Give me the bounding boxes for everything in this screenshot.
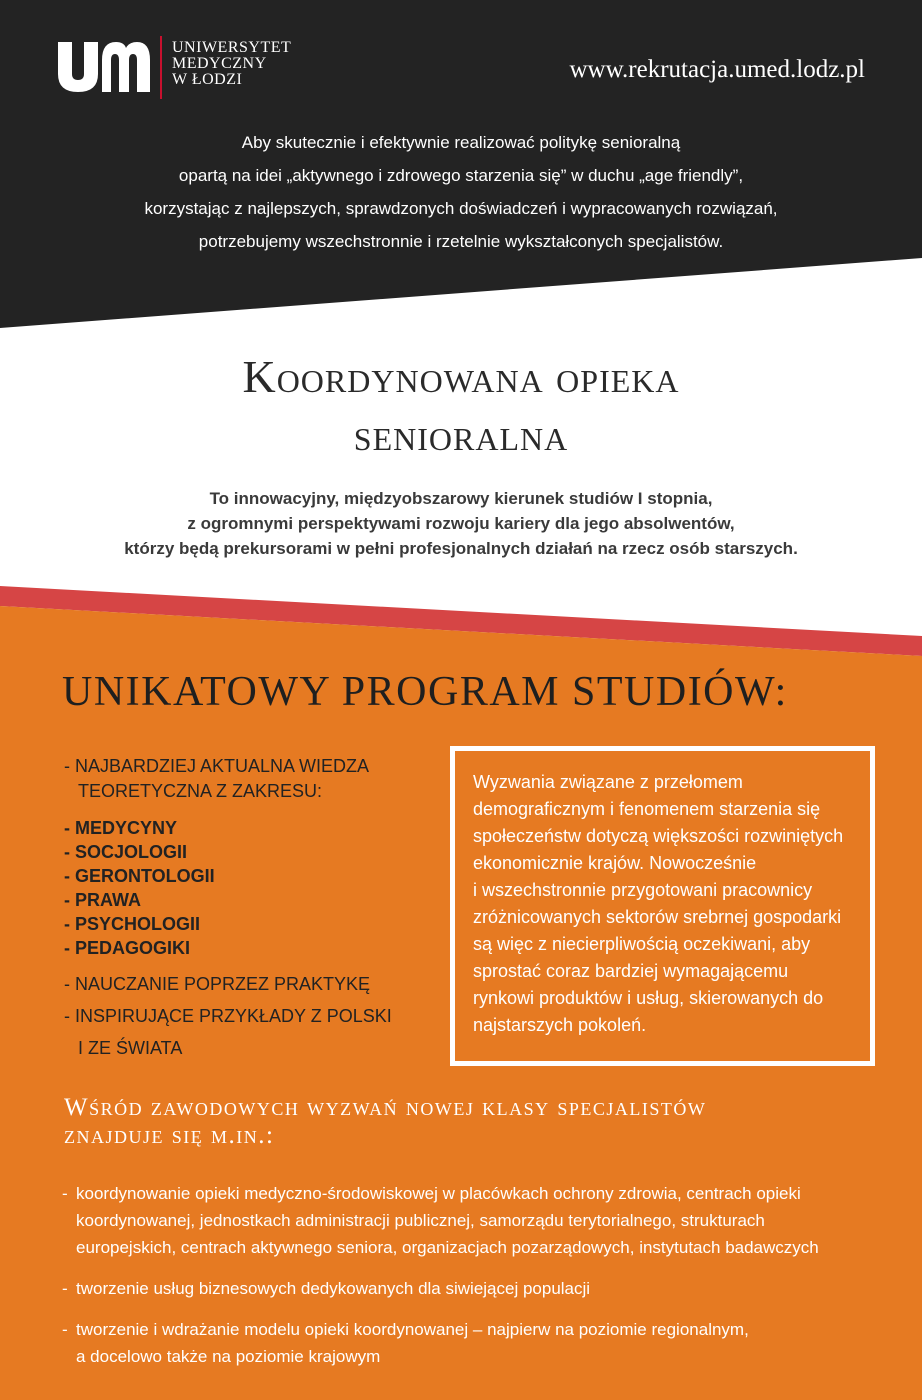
intro-line: opartą na idei „aktywnego i zdrowego starzenia się” w duchu „age friendly”, (178, 166, 744, 185)
program-intro (64, 754, 434, 804)
intro-paragraph (60, 126, 862, 258)
subject-item: - PEDAGOGIKI (64, 938, 191, 958)
info-line: są więc z niecierpliwością oczekiwani, aby (473, 934, 811, 954)
feature-line: - INSPIRUJĄCE PRZYKŁADY Z POLSKI (64, 1006, 392, 1026)
bullet-dash: - (62, 1279, 68, 1298)
challenges-heading-line: Wśród zawodowych wyzwań nowej klasy specjalistów (64, 1094, 707, 1121)
program-intro-line: - NAJBARDZIEJ AKTUALNA WIEDZA (64, 756, 370, 776)
subject-item: - PRAWA (64, 890, 142, 910)
challenges-list (62, 1180, 902, 1384)
lead-line: z ogromnymi perspektywami rozwoju kariery dla jego absolwentów, (187, 514, 735, 533)
page-title-line: senioralna (353, 409, 569, 460)
university-name-line: W ŁODZI (172, 71, 243, 88)
program-features (64, 968, 434, 1064)
info-line: sprostać coraz bardziej wymagającemu (473, 961, 789, 981)
challenge-line: koordynowanej, jednostkach administracji publicznej, samorządu terytorialnego, strukturach (76, 1211, 765, 1230)
intro-line: potrzebujemy wszechstronnie i rzetelnie wykształconych specjalistów. (198, 232, 724, 251)
page-title (40, 348, 882, 464)
info-box-text (473, 769, 860, 1039)
feature-item (64, 968, 434, 1000)
lead-line: którzy będą prekursorami w pełni profesjonalnych działań na rzecz osób starszych. (124, 539, 798, 558)
info-line: zróżnicowanych sektorów srebrnej gospodarki (473, 907, 842, 927)
challenges-info-box (450, 746, 875, 1066)
challenge-line: europejskich, centrach aktywnego seniora, organizacjach pozarządowych, instytutach badawczych (76, 1238, 819, 1257)
subject-item: - GERONTOLOGII (64, 866, 215, 886)
intro-line: Aby skutecznie i efektywnie realizować politykę senioralną (241, 133, 681, 152)
info-line: demograficznym i fenomenem starzenia się (473, 799, 821, 819)
challenge-item (62, 1180, 902, 1261)
bullet-dash: - (62, 1320, 68, 1339)
program-heading: UNIKATOWY PROGRAM STUDIÓW: (62, 669, 788, 715)
info-line: społeczeństw dotyczą większości rozwiniętych (473, 826, 844, 846)
program-list (64, 754, 434, 1064)
subject-item: - SOCJOLOGII (64, 842, 188, 862)
recruitment-url-link[interactable]: www.rekrutacja.umed.lodz.pl (569, 56, 865, 83)
university-logo-mark[interactable] (58, 42, 150, 92)
challenge-line: tworzenie i wdrażanie modelu opieki koordynowanej – najpierw na poziomie regionalnym, (76, 1320, 749, 1339)
challenges-heading-line: znajduje się m.in.: (64, 1122, 275, 1149)
lead-line: To innowacyjny, międzyobszarowy kierunek studiów I stopnia, (209, 489, 713, 508)
subject-item: - PSYCHOLOGII (64, 914, 201, 934)
lead-paragraph (40, 486, 882, 561)
university-name-line: UNIWERSYTET (172, 39, 292, 56)
page-title-line: Koordynowana opieka (242, 351, 680, 402)
bullet-dash: - (62, 1184, 68, 1203)
info-line: ekonomicznie krajów. Nowocześnie (473, 853, 757, 873)
intro-line: korzystając z najlepszych, sprawdzonych doświadczeń i wypracowanych rozwiązań, (144, 199, 778, 218)
logo-divider (160, 36, 162, 99)
challenges-heading (64, 1094, 706, 1150)
university-name (172, 40, 291, 88)
challenge-item (62, 1316, 902, 1370)
subject-item: - MEDYCYNY (64, 818, 178, 838)
feature-line: I ZE ŚWIATA (78, 1038, 183, 1058)
info-line: i wszechstronnie przygotowani pracownicy (473, 880, 813, 900)
challenge-line: tworzenie usług biznesowych dedykowanych dla siwiejącej populacji (76, 1279, 591, 1298)
feature-line: - NAUCZANIE POPRZEZ PRAKTYKĘ (64, 974, 371, 994)
info-line: najstarszych pokoleń. (473, 1015, 647, 1035)
info-line: rynkowi produktów i usług, skierowanych do (473, 988, 824, 1008)
info-line: Wyzwania związane z przełomem (473, 772, 743, 792)
program-intro-line: TEORETYCZNA Z ZAKRESU: (78, 781, 323, 801)
challenge-line: a docelowo także na poziomie krajowym (76, 1347, 381, 1366)
feature-item (64, 1000, 434, 1064)
challenge-line: koordynowanie opieki medyczno-środowiskowej w placówkach ochrony zdrowia, centrach opieki (76, 1184, 801, 1203)
university-name-line: MEDYCZNY (172, 55, 267, 72)
challenge-item (62, 1275, 902, 1302)
subject-list (64, 816, 434, 960)
